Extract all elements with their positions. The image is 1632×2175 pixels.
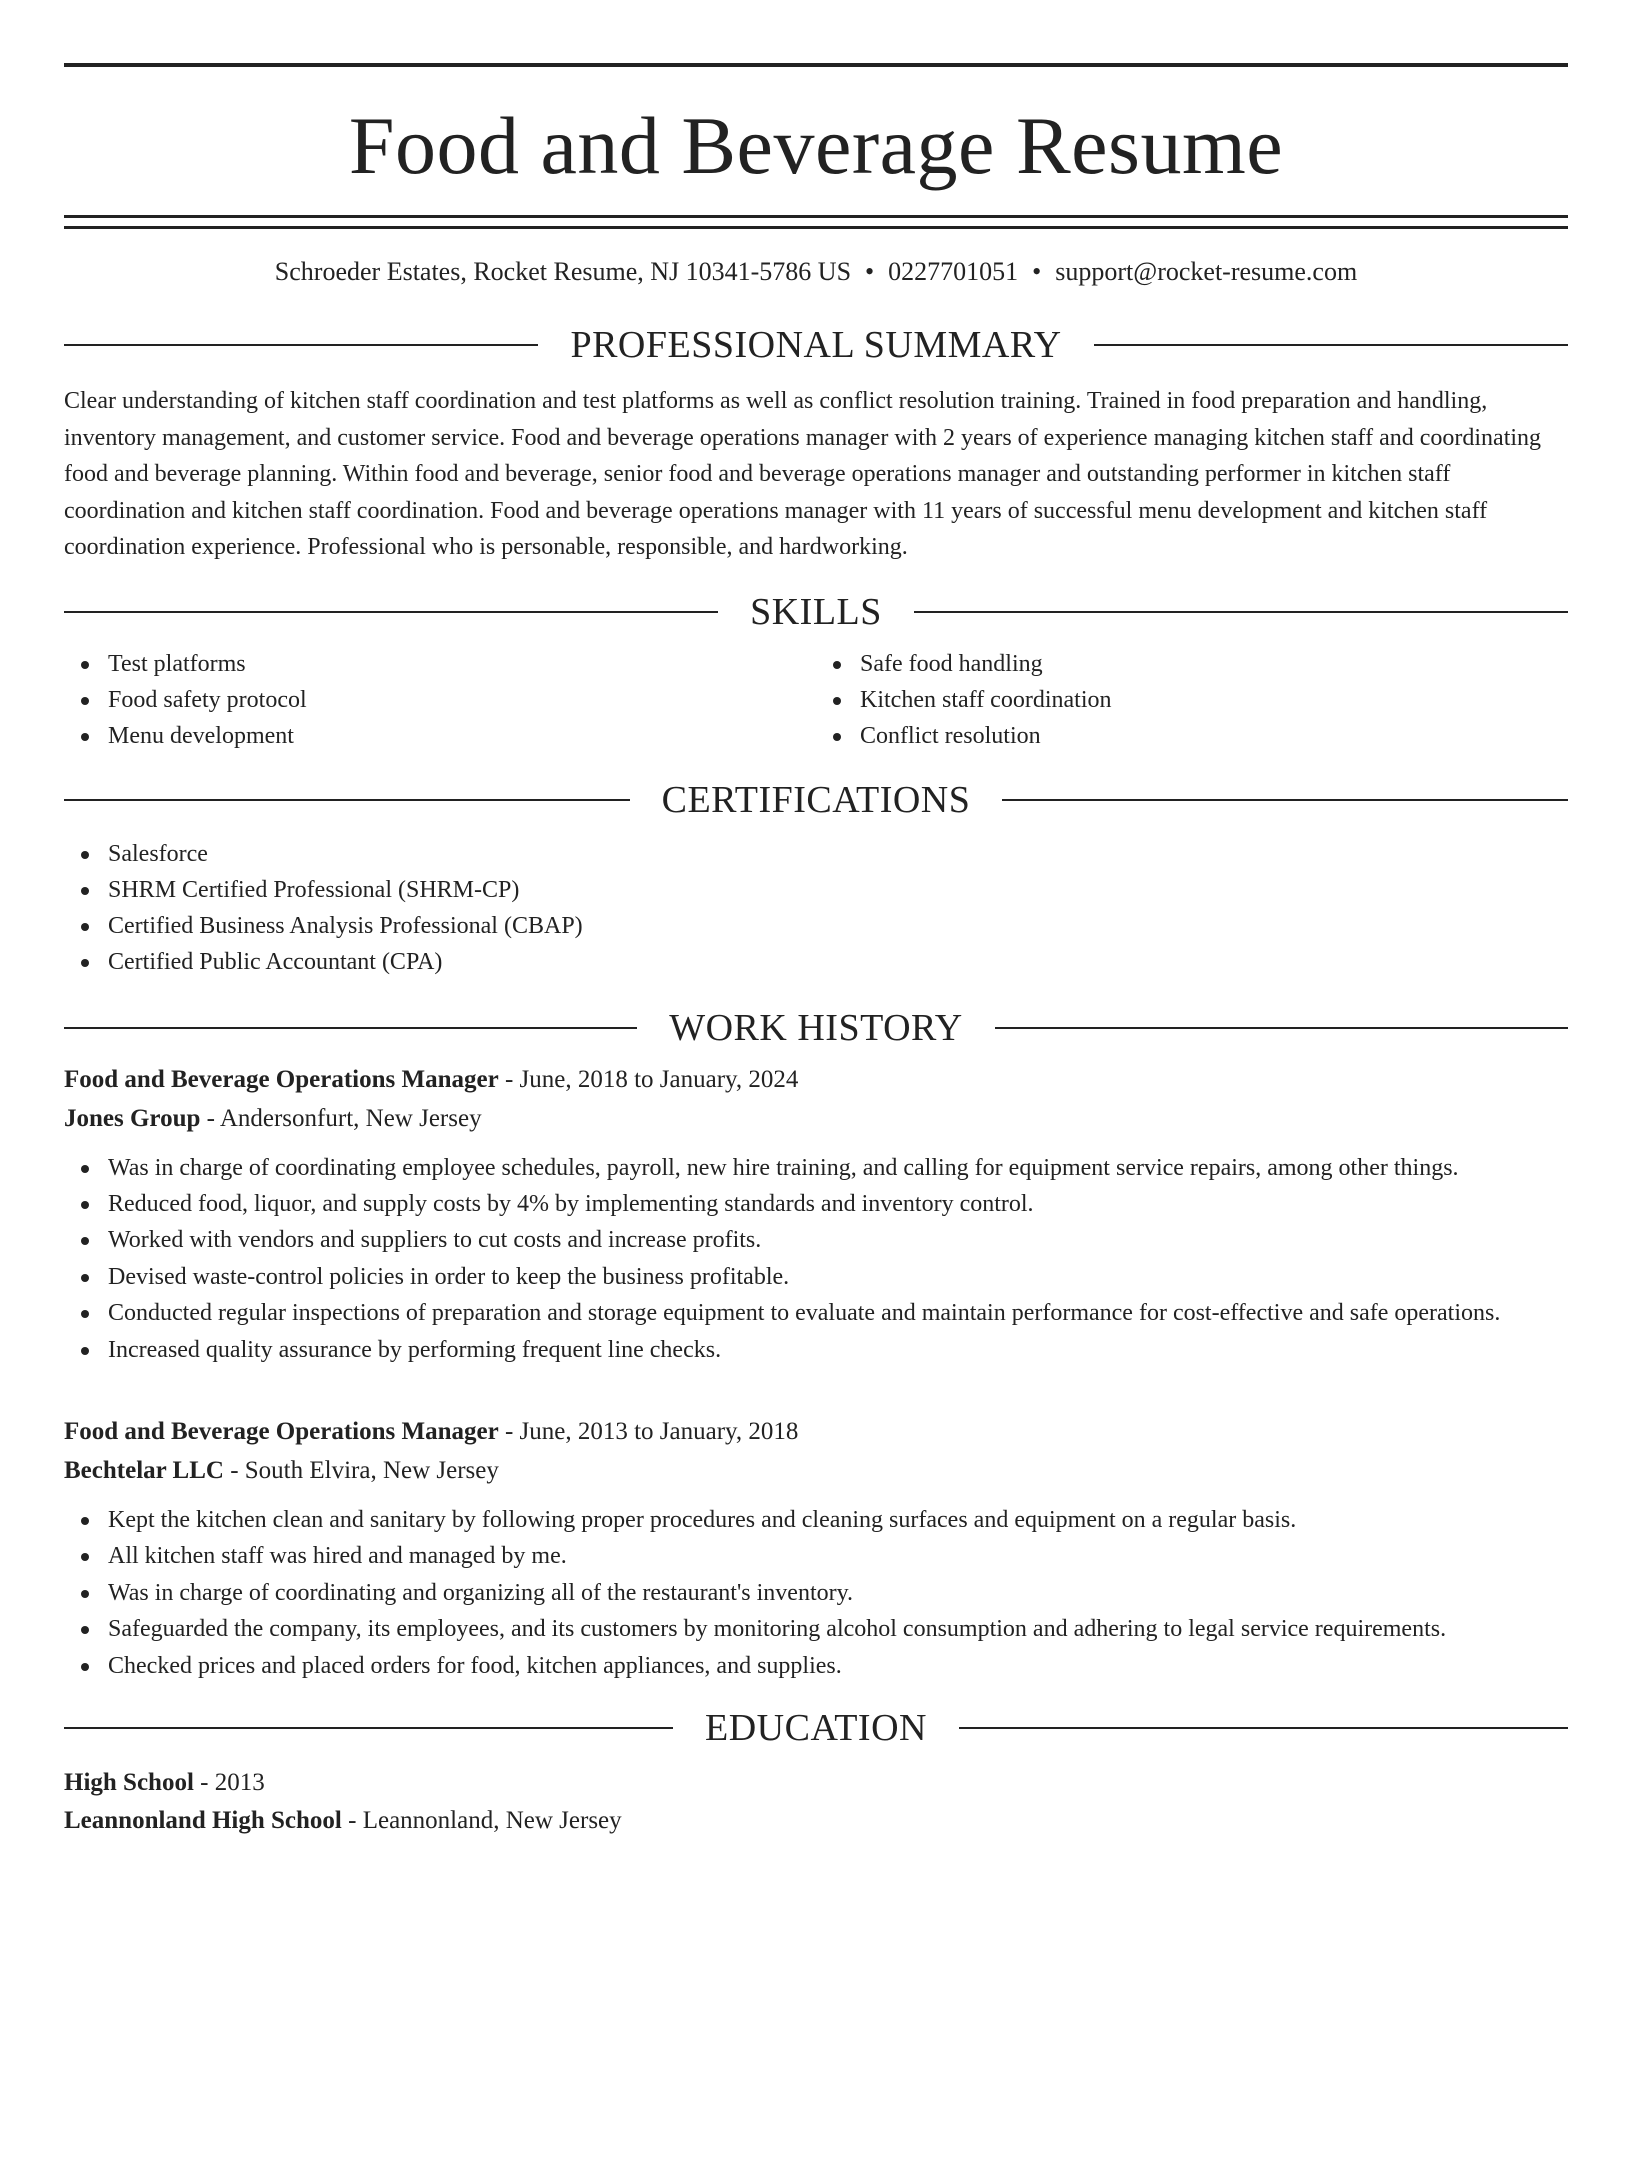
skills-list bbox=[64, 646, 1568, 754]
job-bullet: Devised waste-control policies in order to keep the business profitable. bbox=[64, 1259, 1568, 1295]
job-bullet: Safeguarded the company, its employees, and its customers by monitoring alcohol consumption and adhering to legal service requirements. bbox=[64, 1611, 1568, 1647]
section-rule bbox=[64, 1027, 637, 1029]
job-bullets bbox=[64, 1502, 1568, 1684]
contact-address: Schroeder Estates, Rocket Resume, NJ 10341-5786 US bbox=[274, 257, 852, 286]
section-title-skills: SKILLS bbox=[750, 590, 882, 633]
skill-item: Kitchen staff coordination bbox=[816, 682, 1568, 718]
job-company: Bechtelar LLC bbox=[64, 1456, 224, 1484]
job-bullet: Reduced food, liquor, and supply costs by 4% by implementing standards and inventory control. bbox=[64, 1186, 1568, 1222]
job-dates: - June, 2013 to January, 2018 bbox=[504, 1417, 799, 1445]
job-bullet: Worked with vendors and suppliers to cut costs and increase profits. bbox=[64, 1222, 1568, 1258]
certifications-list bbox=[64, 836, 1568, 980]
job-bullet: Was in charge of coordinating employee schedules, payroll, new hire training, and calling for equipment service repairs, among other things. bbox=[64, 1150, 1568, 1186]
skills-column-left bbox=[64, 646, 816, 754]
contact-phone: 0227701051 bbox=[888, 257, 1019, 286]
section-rule bbox=[914, 611, 1568, 613]
job-bullet: Conducted regular inspections of preparation and storage equipment to evaluate and maintain performance for cost-effective and safe operations. bbox=[64, 1295, 1568, 1331]
job-company-line bbox=[64, 1451, 1568, 1490]
section-title-education: EDUCATION bbox=[705, 1706, 927, 1749]
certification-item: Certified Public Accountant (CPA) bbox=[64, 944, 1568, 980]
contact-email: support@rocket-resume.com bbox=[1055, 257, 1358, 286]
section-title-summary: PROFESSIONAL SUMMARY bbox=[570, 324, 1062, 366]
education-year: - 2013 bbox=[200, 1768, 265, 1796]
job-bullet: All kitchen staff was hired and managed by me. bbox=[64, 1538, 1568, 1574]
section-header-summary bbox=[64, 325, 1568, 365]
job-bullet: Kept the kitchen clean and sanitary by following proper procedures and cleaning surfaces and equipment on a regular basis. bbox=[64, 1502, 1568, 1538]
skill-item: Food safety protocol bbox=[64, 682, 816, 718]
section-rule bbox=[1094, 344, 1568, 346]
job-company: Jones Group bbox=[64, 1104, 201, 1132]
skill-item: Test platforms bbox=[64, 646, 816, 682]
job-bullets bbox=[64, 1150, 1568, 1368]
section-header-certifications bbox=[64, 780, 1568, 820]
job-location: - South Elvira, New Jersey bbox=[230, 1456, 499, 1484]
header-double-rule bbox=[64, 215, 1568, 229]
education-location: - Leannonland, New Jersey bbox=[348, 1806, 622, 1834]
job-dates: - June, 2018 to January, 2024 bbox=[504, 1065, 799, 1093]
certification-item: SHRM Certified Professional (SHRM-CP) bbox=[64, 872, 1568, 908]
resume-page bbox=[0, 63, 1632, 2175]
section-title-certifications: CERTIFICATIONS bbox=[661, 778, 971, 821]
skill-item: Menu development bbox=[64, 718, 816, 754]
section-header-education bbox=[64, 1708, 1568, 1748]
education-degree-line bbox=[64, 1764, 1568, 1802]
contact-separator: • bbox=[1032, 257, 1042, 286]
section-header-work-history bbox=[64, 1008, 1568, 1048]
job-company-line bbox=[64, 1099, 1568, 1138]
job-entry bbox=[64, 1412, 1568, 1684]
job-location: - Andersonfurt, New Jersey bbox=[206, 1104, 482, 1132]
job-bullet: Was in charge of coordinating and organizing all of the restaurant's inventory. bbox=[64, 1575, 1568, 1611]
job-title-line bbox=[64, 1060, 1568, 1099]
skills-column-right bbox=[816, 646, 1568, 754]
section-rule bbox=[64, 611, 718, 613]
education-school-line bbox=[64, 1802, 1568, 1840]
certification-item: Certified Business Analysis Professional (CBAP) bbox=[64, 908, 1568, 944]
job-bullet: Checked prices and placed orders for food, kitchen appliances, and supplies. bbox=[64, 1648, 1568, 1684]
section-rule bbox=[64, 344, 538, 346]
section-header-skills bbox=[64, 592, 1568, 632]
section-rule bbox=[995, 1027, 1568, 1029]
job-entry bbox=[64, 1060, 1568, 1368]
contact-line bbox=[64, 257, 1568, 287]
education-entry bbox=[64, 1764, 1568, 1840]
job-bullet: Increased quality assurance by performing frequent line checks. bbox=[64, 1332, 1568, 1368]
section-rule bbox=[64, 799, 630, 801]
education-school: Leannonland High School bbox=[64, 1806, 342, 1834]
section-rule bbox=[1002, 799, 1568, 801]
job-title: Food and Beverage Operations Manager bbox=[64, 1417, 499, 1445]
header-top-rule bbox=[64, 63, 1568, 67]
summary-paragraph: Clear understanding of kitchen staff coordination and test platforms as well as conflict resolution training. Trained in food preparation and handling, inventory management, and customer service. Food and beverage operations manager with 2 years of experience managing kitchen staff and coordinating food and beverage planning. Within food and beverage, senior food and beverage operations manager and outstanding performer in kitchen staff coordination and kitchen staff coordination. Food and beverage operations manager with 11 years of successful menu development and kitchen staff coordination experience. Professional who is personable, responsible, and hardworking. bbox=[64, 388, 1542, 560]
education-degree: High School bbox=[64, 1768, 194, 1796]
contact-separator: • bbox=[865, 257, 875, 286]
skill-item: Conflict resolution bbox=[816, 718, 1568, 754]
skill-item: Safe food handling bbox=[816, 646, 1568, 682]
certification-item: Salesforce bbox=[64, 836, 1568, 872]
job-title: Food and Beverage Operations Manager bbox=[64, 1065, 499, 1093]
section-rule bbox=[64, 1727, 673, 1729]
job-title-line bbox=[64, 1412, 1568, 1451]
resume-title: Food and Beverage Resume bbox=[348, 100, 1284, 191]
section-title-work-history: WORK HISTORY bbox=[669, 1006, 963, 1049]
section-rule bbox=[959, 1727, 1568, 1729]
